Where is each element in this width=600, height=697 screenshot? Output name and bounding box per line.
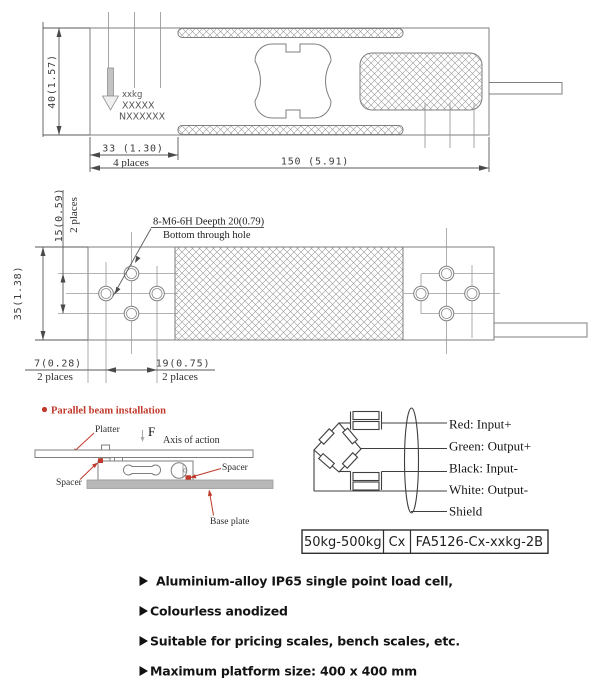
feature-item: Suitable for pricing scales, bench scales, etc. <box>150 633 460 649</box>
compensation-resistors-bottom <box>339 472 382 491</box>
dim-hole-row-pitch-label: 15(0.59) <box>54 187 65 243</box>
installation-title: Parallel beam installation <box>51 405 166 417</box>
wire-label-white: White: Output- <box>449 482 529 497</box>
potting-pad <box>360 53 482 110</box>
model-table <box>302 530 548 553</box>
plan-view <box>13 188 587 383</box>
bullet-triangle-icon <box>140 666 149 676</box>
bottom-hatch-strip <box>178 126 403 135</box>
gauge-resistor <box>343 428 358 444</box>
spacer-left-label: Spacer <box>56 478 82 488</box>
dim-edge-offset-label: 7(0.28) <box>34 358 82 370</box>
dim-length <box>90 137 489 172</box>
base-plate-label: Base plate <box>210 517 250 527</box>
feature-item: Colourless anodized <box>150 603 288 619</box>
cable-side <box>489 83 562 95</box>
bullet-triangle-icon <box>140 636 149 646</box>
platter-bar <box>35 450 253 458</box>
wire-label-black: Black: Input- <box>449 460 518 476</box>
dim-hole-row-pitch <box>54 188 80 314</box>
table-capacity-cell: 50kg-500kg <box>303 535 382 550</box>
gauge-resistor <box>319 454 335 469</box>
axis-of-action-label: Axis of action <box>163 435 220 446</box>
feature-item: Aluminium-alloy IP65 single point load cell, <box>156 573 453 589</box>
dim-edge-offset-note: 2 places <box>37 371 73 383</box>
thread-note-line2: Bottom through hole <box>163 230 251 241</box>
dim-mount-pitch-note: 4 places <box>113 157 149 169</box>
wiring-diagram <box>314 408 531 519</box>
dim-height <box>43 22 90 137</box>
cable-sheath-ellipse <box>405 408 419 513</box>
side-view <box>43 12 562 172</box>
plan-hatch-area <box>175 247 403 340</box>
dim-mount-pitch <box>90 137 178 172</box>
spacer-right-label: Spacer <box>222 463 248 473</box>
dim-hole-row-pitch-note: 2 places <box>68 197 80 233</box>
dim-width-label: 35(1.38) <box>13 265 24 321</box>
platter-label: Platter <box>95 425 120 435</box>
wire-label-red: Red: Input+ <box>449 416 512 432</box>
base-plate-bar <box>87 480 273 489</box>
bullet-triangle-icon <box>140 576 149 586</box>
force-arrow-icon <box>141 430 145 442</box>
marking-line1: xxkg <box>122 90 143 100</box>
table-model-cell: FA5126-Cx-xxkg-2B <box>415 535 544 550</box>
table-code-cell: Cx <box>388 535 406 550</box>
feature-list <box>140 574 460 679</box>
dim-mount-pitch-label: 33 (1.30) <box>102 143 164 155</box>
marking-line2: XXXXX <box>122 100 155 112</box>
cable-plan <box>494 323 587 337</box>
wheatstone-bridge <box>314 423 361 472</box>
bullet-triangle-icon <box>140 606 149 616</box>
dim-length-label: 150 (5.91) <box>280 156 350 168</box>
feature-item: Maximum platform size: 400 x 400 mm <box>150 663 417 679</box>
bolt-head <box>102 445 110 450</box>
force-label: F <box>148 424 156 439</box>
thread-note-line1: 8-M6-6H Deepth 20(0.79) <box>153 216 265 228</box>
red-bullet-icon <box>42 407 47 412</box>
dim-bottom <box>25 359 215 384</box>
base-plate-arrow-icon <box>208 490 212 497</box>
bone-cutout <box>123 465 160 475</box>
marking-line3: NXXXXXX <box>119 111 166 123</box>
clover-cutout <box>255 44 331 118</box>
compensation-resistors-top <box>339 412 382 430</box>
gauge-resistor <box>319 429 334 444</box>
installation-sketch <box>35 406 273 528</box>
wire-label-green: Green: Output+ <box>449 438 532 454</box>
dim-height-label: 40(1.57) <box>47 54 58 109</box>
spacer-left-block <box>98 458 103 463</box>
wire-label-shield: Shield <box>449 503 483 519</box>
top-hatch-strip <box>178 29 403 38</box>
gauge-resistor <box>343 453 358 468</box>
dim-hole-pitch-note: 2 places <box>162 371 198 383</box>
dim-hole-pitch-label: 19(0.75) <box>155 358 211 370</box>
